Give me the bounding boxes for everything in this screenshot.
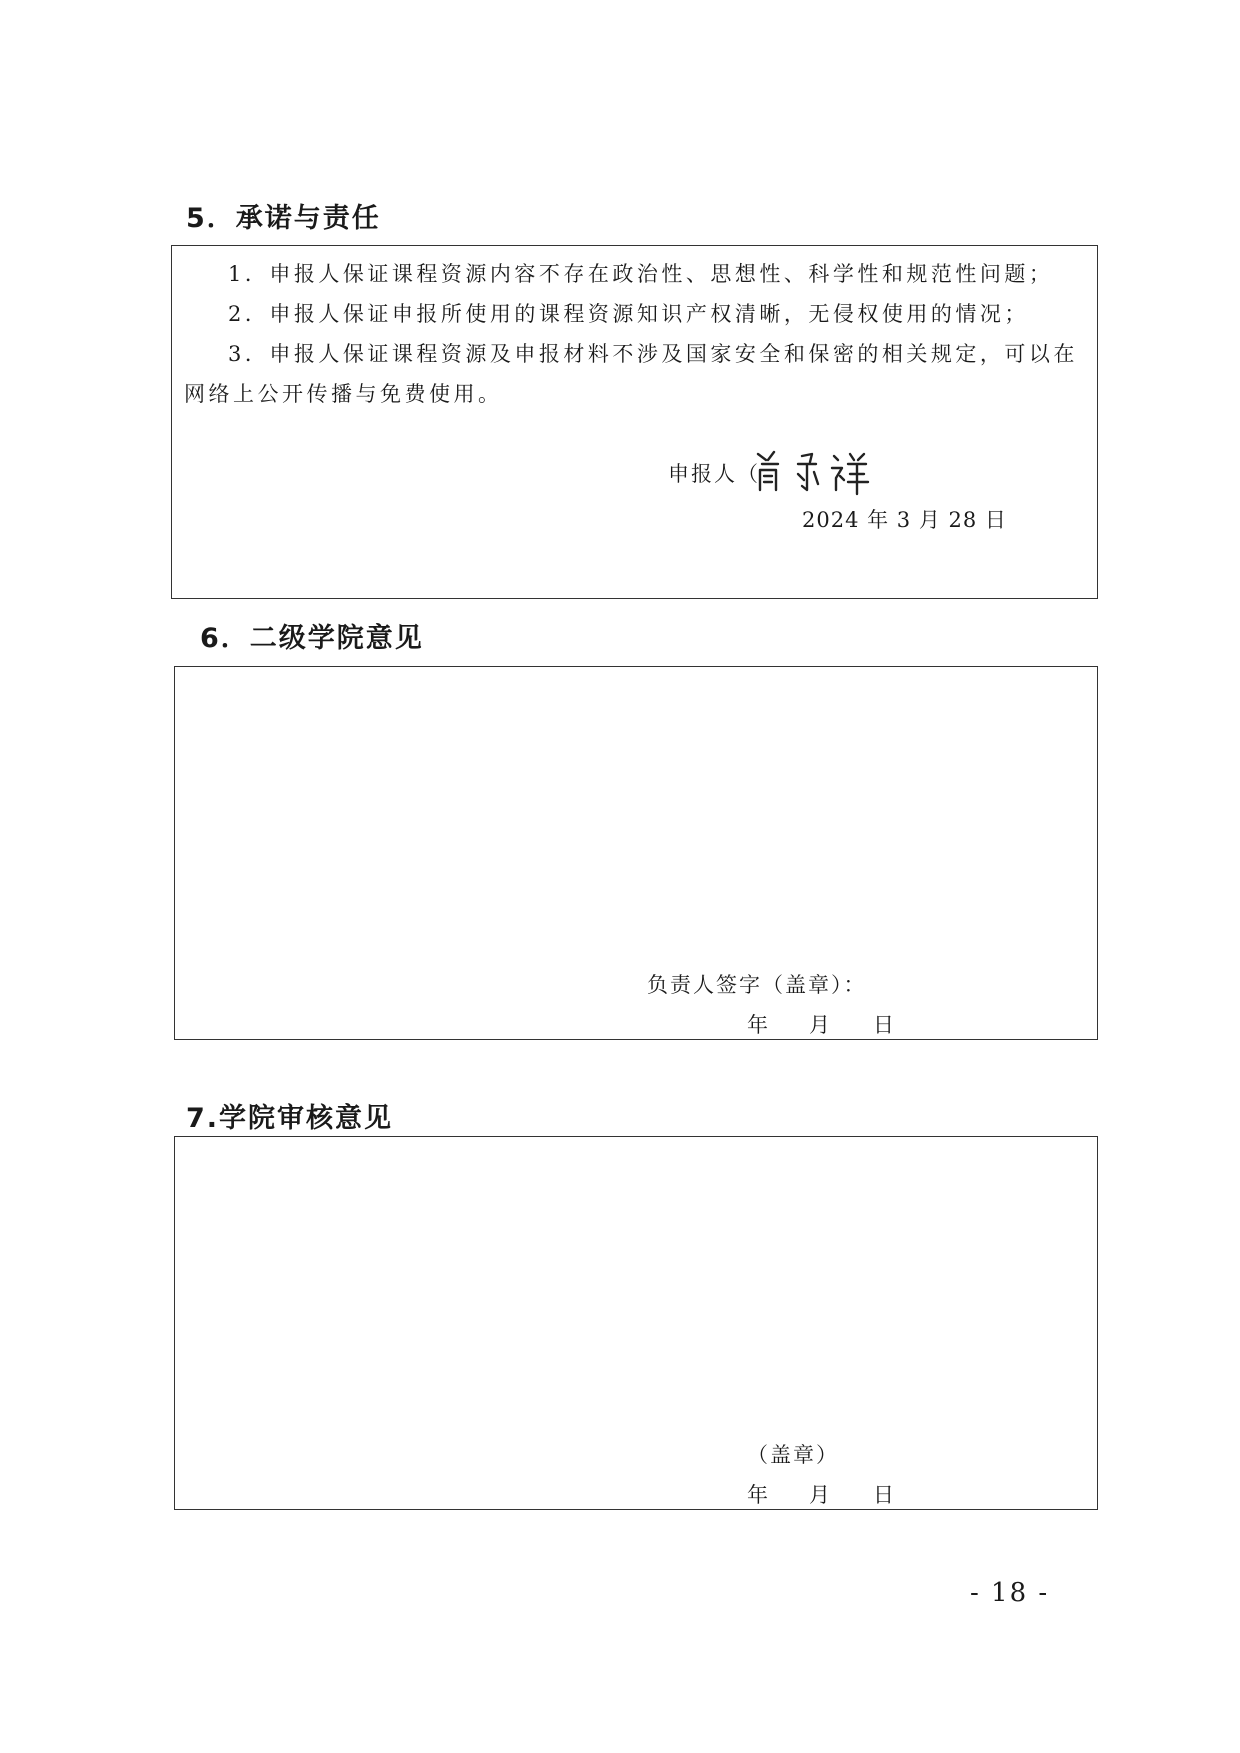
commitment-item-3: 3．申报人保证课程资源及申报材料不涉及国家安全和保密的相关规定，可以在 — [228, 342, 1078, 366]
section5-title: 5．承诺与责任 — [186, 203, 381, 234]
section6-date-year: 年 — [747, 1013, 768, 1037]
section6-title: 6．二级学院意见 — [200, 623, 424, 654]
page-number: - 18 - — [970, 1578, 1050, 1608]
section7-date-day: 日 — [873, 1483, 894, 1507]
signer-label: 申报人（ — [668, 462, 760, 486]
stamp-label: （盖章） — [747, 1443, 839, 1467]
commitment-item-2: 2．申报人保证申报所使用的课程资源知识产权清晰，无侵权使用的情况； — [228, 302, 1029, 326]
commitment-item-1: 1．申报人保证课程资源内容不存在政治性、思想性、科学性和规范性问题； — [228, 262, 1054, 286]
section7-date-month: 月 — [809, 1483, 830, 1507]
section6-date-month: 月 — [809, 1013, 830, 1037]
section6-box — [174, 666, 1098, 1040]
commitment-item-4: 网络上公开传播与免费使用。 — [184, 382, 503, 406]
section7-box — [174, 1136, 1098, 1510]
section5-box — [171, 245, 1098, 599]
section7-date-year: 年 — [747, 1483, 768, 1507]
commitment-date: 2024 年 3 月 28 日 — [802, 508, 1007, 532]
section7-title: 7.学院审核意见 — [186, 1103, 394, 1134]
signature-image — [752, 446, 882, 496]
section6-date-day: 日 — [873, 1013, 894, 1037]
responsible-signature-label: 负责人签字（盖章）： — [647, 973, 867, 997]
